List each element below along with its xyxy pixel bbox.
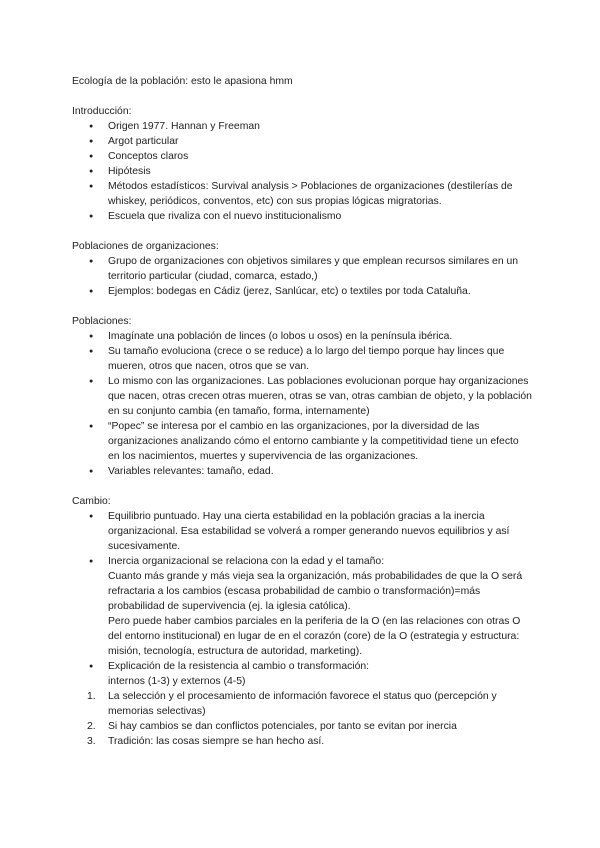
section-poblaciones — [72, 314, 532, 479]
bullet-list — [72, 509, 532, 689]
bullet-list — [72, 254, 532, 299]
section-heading: Poblaciones de organizaciones: — [72, 241, 219, 252]
list-item: ● Escuela que rivaliza con el nuevo institucionalismo — [72, 209, 532, 224]
list-item: ● Su tamaño evoluciona (crece o se reduce) a lo largo del tiempo porque hay linces que mueren, otros que nacen, otros que se van. — [72, 344, 532, 374]
item-number: 3. — [87, 736, 96, 747]
section-heading: Cambio: — [72, 496, 111, 507]
numbered-list — [72, 689, 532, 749]
list-item: ● “Popec” se interesa por el cambio en las organizaciones, por la diversidad de las organizaciones analizando cómo el entorno cambiante y la competitividad tiene un efecto en los nacimientos, muertes y supervivencia de las organizaciones. — [72, 419, 532, 464]
document-title: Ecología de la población: esto le apasiona hmm — [72, 76, 293, 87]
list-item: ● Variables relevantes: tamaño, edad. — [72, 464, 532, 479]
list-item-paragraph: Cuanto más grande y más vieja sea la organización, más probabilidades de que la O será refractaria a los cambios (escasa probabilidad de cambio o transformación)=más probabilidad de supervivencia (ej. la iglesia católica). — [108, 571, 523, 612]
list-item: ● Métodos estadísticos: Survival analysis > Poblaciones de organizaciones (destilerías de whiskey, periódicos, conventos, etc) con sus propias lógicas migratorias. — [72, 179, 532, 209]
list-item: ● Argot particular — [72, 134, 532, 149]
section-cambio — [72, 494, 532, 749]
list-item-title: ● Explicación de la resistencia al cambio o transformación: — [108, 661, 370, 672]
list-item: ● Hipótesis — [72, 164, 532, 179]
list-item-paragraph: Pero puede haber cambios parciales en la periferia de la O (en las relaciones con otras O del entorno institucional) en lugar de en el corazón (core) de la O (estrategia y estructura: misión, tecnología, estructura de autoridad, marketing). — [108, 616, 521, 657]
list-item: ● Origen 1977. Hannan y Freeman — [72, 119, 532, 134]
section-poblaciones-organizaciones — [72, 239, 532, 299]
list-item: ● Lo mismo con las organizaciones. Las poblaciones evolucionan porque hay organizaciones que nacen, otras crecen otras mueren, otras se van, otras cambian de objeto, y la población en su conjunto cambia (en tamaño, forma, internamente) — [72, 374, 532, 419]
numbered-item — [72, 689, 532, 719]
list-item: ● Conceptos claros — [72, 149, 532, 164]
list-item-paragraph: internos (1-3) y externos (4-5) — [108, 676, 246, 687]
item-text: Si hay cambios se dan conflictos potenciales, por tanto se evitan por inercia — [108, 721, 457, 732]
list-item — [72, 554, 532, 659]
list-item-title: ● Inercia organizacional se relaciona con la edad y el tamaño: — [108, 556, 385, 567]
list-item: ● Grupo de organizaciones con objetivos similares y que emplean recursos similares en un territorio particular (ciudad, comarca, estado,) — [72, 254, 532, 284]
list-item: ● Imagínate una población de linces (o lobos u osos) en la península ibérica. — [72, 329, 532, 344]
section-heading: Poblaciones: — [72, 316, 132, 327]
document-page — [72, 74, 532, 764]
item-text: La selección y el procesamiento de información favorece el status quo (percepción y memorias selectivas) — [108, 691, 497, 717]
list-item — [72, 659, 532, 689]
numbered-item — [72, 734, 532, 749]
numbered-item — [72, 719, 532, 734]
item-number: 2. — [87, 721, 96, 732]
section-heading: Introducción: — [72, 106, 132, 117]
item-number: 1. — [87, 691, 96, 702]
list-item: ● Equilibrio puntuado. Hay una cierta estabilidad en la población gracias a la inercia organizacional. Esa estabilidad se volverá a romper generando nuevos equilibrios y así sucesivamente. — [72, 509, 532, 554]
bullet-list — [72, 119, 532, 224]
section-introduccion — [72, 104, 532, 224]
bullet-list — [72, 329, 532, 479]
list-item: ● Ejemplos: bodegas en Cádiz (jerez, Sanlúcar, etc) o textiles por toda Cataluña. — [72, 284, 532, 299]
item-text: Tradición: las cosas siempre se han hecho así. — [108, 736, 325, 747]
